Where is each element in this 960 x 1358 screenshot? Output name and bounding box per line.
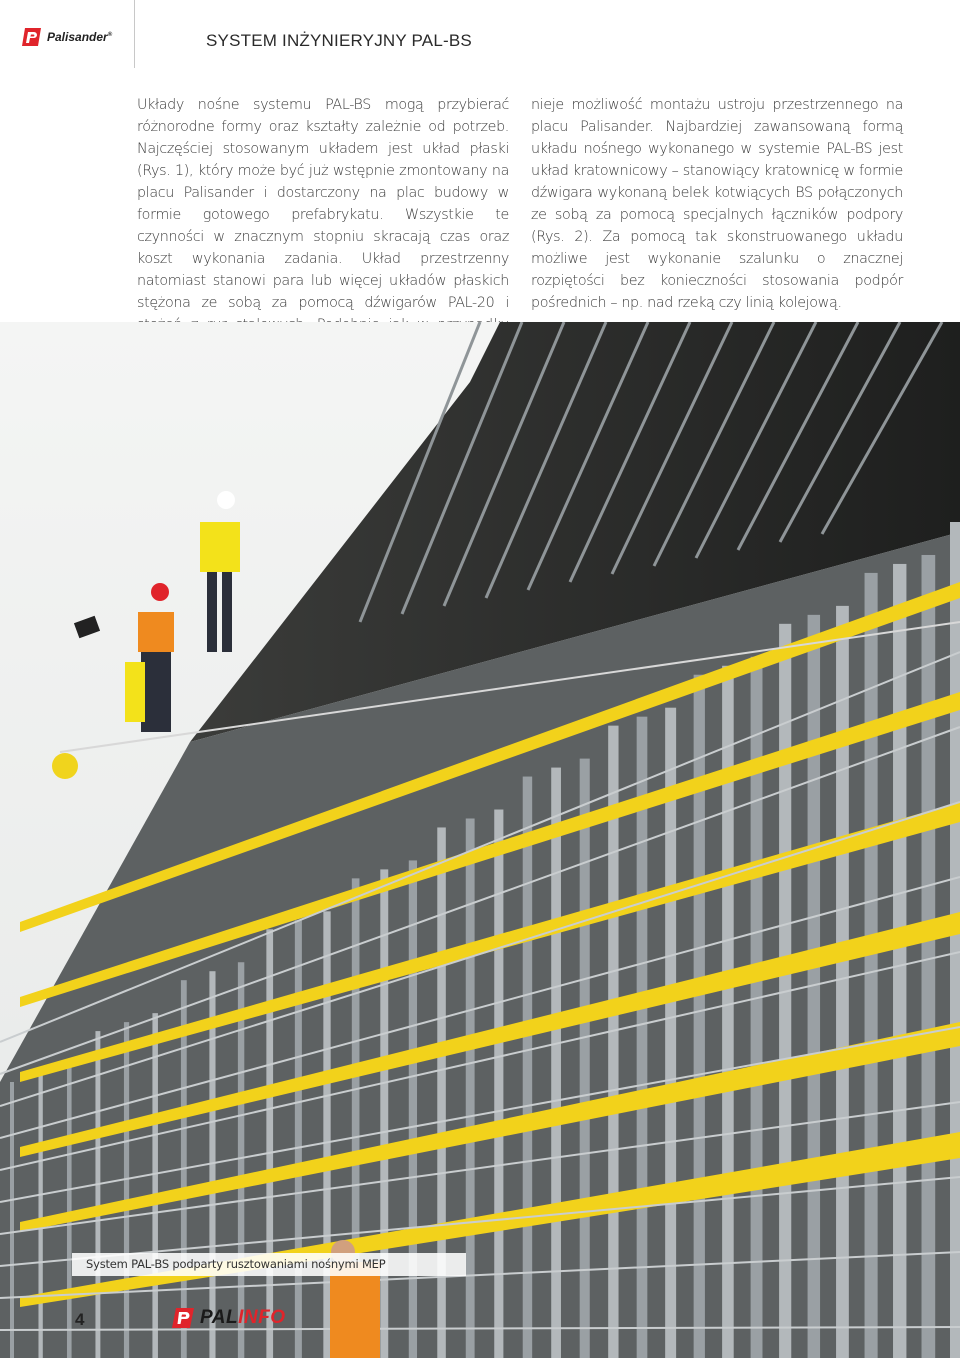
- body-text-right-column: nieje możliwość montażu ustroju przestrzennego na placu Palisander. Najbardziej zawansowaną formą układu nośnego wykonanego w systemie PAL-BS jest układ kratownicowy – stanowiący kratownicę w formie dźwigara wykonaną belek kotwiących BS połączonych ze sobą za pomocą specjalnych łączników podpory (Rys. 2). Za pomocą tak skonstruowanego układu możliwe jest wykonanie szalunku o znacznej rozpiętości bez konieczności stosowania podpór pośrednich – np. nad rzeką czy linią kolejową.: [531, 97, 903, 311]
- worker-legs: [222, 572, 232, 652]
- scaffold-prop: [95, 1031, 100, 1358]
- scaffold-prop: [551, 768, 561, 1358]
- worker-vest: [330, 1262, 380, 1358]
- palinfo-wordmark: PALINFO: [200, 1307, 286, 1328]
- palisander-logo-icon: [22, 26, 44, 48]
- header-divider: [134, 0, 135, 68]
- scaffold-prop: [323, 911, 330, 1358]
- worker-vest: [138, 612, 174, 652]
- worker-legs: [207, 572, 217, 652]
- scaffold-prop: [409, 860, 417, 1358]
- worker-helmet: [217, 491, 235, 509]
- scaffold-prop: [893, 564, 906, 1358]
- worker-legs: [141, 652, 171, 732]
- scaffold-prop: [523, 777, 532, 1358]
- worker-vest: [125, 662, 145, 722]
- scaffold-prop: [38, 1073, 42, 1358]
- scaffold-prop: [238, 962, 244, 1358]
- scaffold-prop: [437, 827, 446, 1358]
- scaffold-prop: [637, 717, 648, 1358]
- scaffold-prop: [295, 920, 302, 1358]
- scaffold-prop: [836, 606, 849, 1358]
- page-title: SYSTEM INŻYNIERYJNY PAL-BS: [206, 31, 472, 50]
- page-header: [0, 0, 960, 70]
- worker-helmet: [151, 583, 169, 601]
- worker-vest: [200, 522, 240, 572]
- palisander-logo: [22, 26, 112, 48]
- photo-caption: System PAL-BS podparty rusztowaniami nośnymi MEP: [72, 1253, 466, 1276]
- scaffold-prop: [922, 555, 936, 1358]
- scaffolding-photo-illustration: [0, 322, 960, 1358]
- scaffold-prop: [950, 522, 960, 1358]
- palinfo-logo: [172, 1306, 285, 1330]
- palinfo-logo-icon: [172, 1306, 196, 1330]
- scaffold-prop: [266, 929, 273, 1358]
- scaffold-prop: [380, 869, 388, 1358]
- scaffold-prop: [152, 1013, 158, 1358]
- scaffold-prop: [466, 818, 475, 1358]
- page-number: 4: [75, 1310, 85, 1329]
- warning-lamp: [52, 753, 78, 779]
- scaffold-prop: [124, 1022, 129, 1358]
- scaffolding-photo: [0, 322, 960, 1358]
- body-text-left-column: Układy nośne systemu PAL-BS mogą przybierać różnorodne formy oraz kształty zależnie od potrzeb. Najczęściej stosowanym układem jest układ płaski (Rys. 1), który może być już wstępnie zmontowany na placu Palisander i dostarczony na plac budowy w formie gotowego prefabrykatu. Wszystkie te czynności w znacznym stopniu skracają czas oraz koszt wykonania zadania. Układ przestrzenny natomiast stanowi para lub więcej układów płaskich stężona ze sobą za pomocą dźwigarów PAL-20 i: [137, 97, 509, 311]
- scaffold-prop: [665, 708, 676, 1358]
- brand-name: Palisander®: [47, 30, 113, 44]
- scaffold-prop: [10, 1082, 14, 1358]
- scaffold-prop: [67, 1064, 72, 1358]
- scaffold-prop: [580, 759, 590, 1358]
